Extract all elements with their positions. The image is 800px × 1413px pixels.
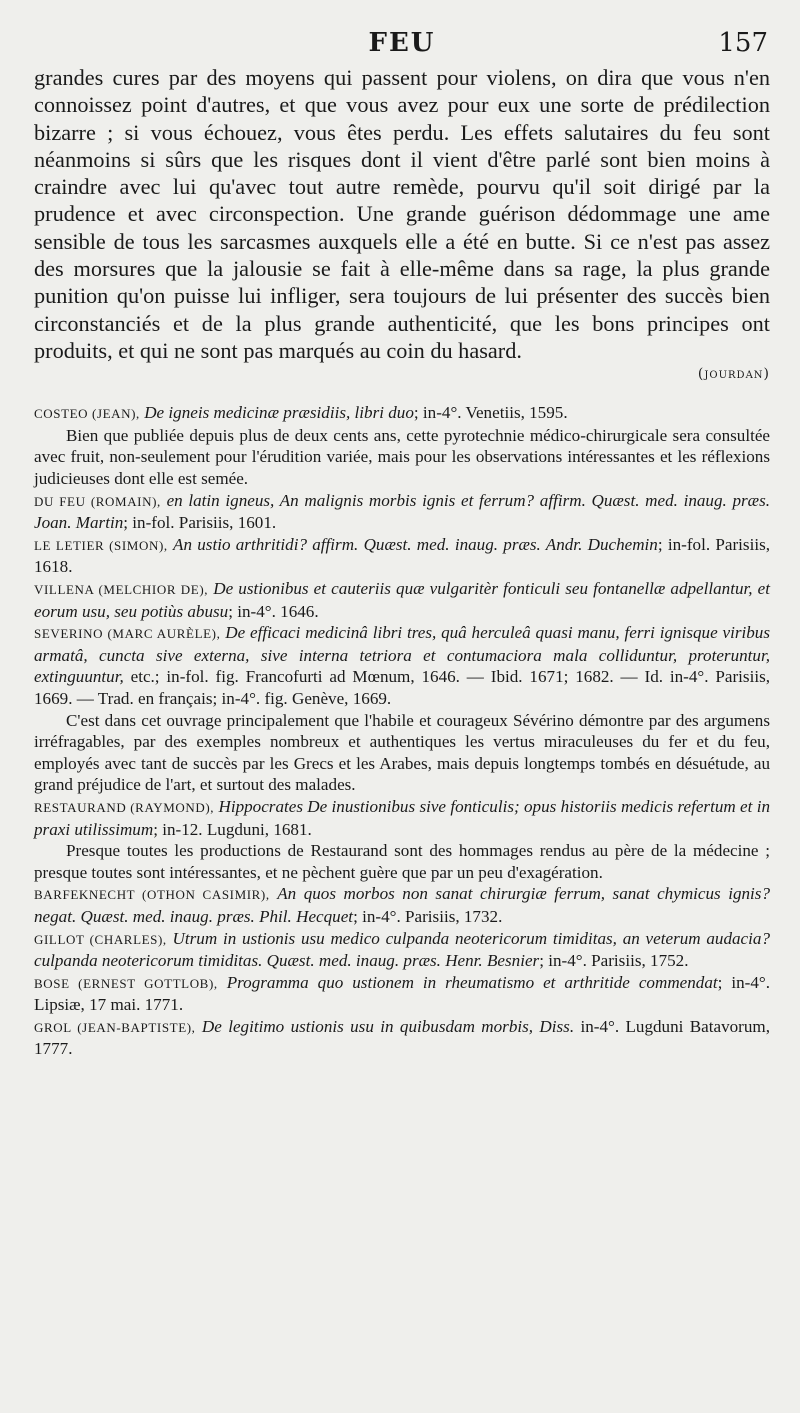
- bib-entry-restaurand: [34, 796, 770, 883]
- bibliography: [34, 402, 770, 1060]
- bib-details: ; in-4°. Lipsiæ, 17 mai. 1771.: [34, 972, 771, 1015]
- bib-author: DU FEU (ROMAIN),: [34, 493, 161, 509]
- bib-details: ; in-12. Lugduni, 1681.: [153, 819, 312, 839]
- bib-title: De efficaci medicinâ libri tres, quâ herculeâ quasi manu, ferri ignisque viribus armatâ, cuncta sive externa, sive interna tetriora et contumaciora mala colliduntur, proteruntur, extinguuntur,: [34, 623, 770, 687]
- bib-author: GROL (JEAN-BAPTISTE),: [34, 1019, 196, 1035]
- bib-author: VILLENA (MELCHIOR DE),: [34, 582, 209, 598]
- page-number: 157: [718, 28, 768, 58]
- bib-author: BOSE (ERNEST GOTTLOB),: [34, 975, 218, 991]
- bib-author: RESTAURAND (RAYMOND),: [34, 799, 215, 815]
- main-paragraph: grandes cures par des moyens qui passent pour violens, on dira que vous n'en connoissez point d'autres, et que vous avez pour eux une sorte de prédilection bizarre ; si vous échouez, vous êtes perdu. Les effets salutaires du feu sont néanmoins si sûrs que les risques dont il vient d'être parlé sont bien moins à craindre avec lui qu'avec tout autre remède, pourvu qu'il soit dirigé par la prudence et avec circonspection. Une grande guérison dédommage une ame sensible de tous les sarcasmes auxquels elle a été en butte. Si ce n'est pas assez des morsures que la jalousie se fait à elle-même dans sa rage, la plus grande punition qu'on puisse lui infliger, sera toujours de lui présenter des succès bien circonstanciés et de la plus grande authenticité, que les bons principes ont produits, et qui ne sont pas marqués au coin du hasard.: [34, 65, 770, 363]
- bib-title: De legitimo ustionis usu in quibusdam morbis, Diss.: [201, 1016, 575, 1036]
- bib-details: ; in-4°. Parisiis, 1752.: [539, 951, 689, 971]
- bib-entry-costeo: [34, 402, 770, 489]
- bib-title: An quos morbos non sanat chirurgiæ ferrum, sanat chymicus ignis? negat. Quæst. med. inaug. præs. Phil. Hecquet: [34, 884, 770, 926]
- bib-entry-barfeknecht: [34, 883, 770, 927]
- bib-entry-du-feu: [34, 490, 770, 534]
- bib-title: Programma quo ustionem in rheumatismo et arthritide commendat: [226, 972, 718, 992]
- bib-details: ; in-fol. Parisiis, 1601.: [123, 513, 277, 533]
- bib-details: etc.; in-fol. fig. Francofurti ad Mœnum, 1646. — Ibid. 1671; 1682. — Id. in-4°. Parisiis, 1669. — Trad. en français; in-4°. fig. Genève, 1669.: [34, 667, 770, 708]
- bib-details: ; in-4°. 1646.: [228, 601, 319, 621]
- bib-details: ; in-fol. Parisiis, 1618.: [34, 534, 770, 577]
- bib-details: ; in-4°. Venetiis, 1595.: [413, 403, 568, 423]
- author-signature: (jourdan): [697, 366, 770, 383]
- bib-details: ; in-4°. Parisiis, 1732.: [353, 906, 503, 926]
- bib-title: en latin igneus, An malignis morbis ignis et ferrum? affirm. Quæst. med. inaug. præs. Joan. Martin: [34, 490, 771, 533]
- page-header: [34, 28, 770, 64]
- bib-entry-grol: [34, 1016, 770, 1060]
- bib-comment: Presque toutes les productions de Restaurand sont des hommages rendus au père de la médecine ; presque toutes sont intéressantes, et ne pèchent guère que par un peu d'exagération.: [34, 841, 770, 882]
- bib-title: Hippocrates De inustionibus sive fonticulis; opus historiis medicis refertum et in praxi utilissimum: [34, 796, 770, 839]
- bib-author: BARFEKNECHT (OTHON CASIMIR),: [34, 887, 270, 903]
- bib-title: Utrum in ustionis usu medico culpanda neotericorum timiditas, an veterum audacia? culpanda neotericorum timiditas. Quæst. med. inaug. præs. Henr. Besnier: [34, 928, 770, 971]
- bib-comment: C'est dans cet ouvrage principalement que l'habile et courageux Sévérino démontre par des argumens irréfragables, par des exemples nombreux et authentiques les vertus miraculeuses du fer et du feu, employés avec tant de succès par les Grecs et les Arabes, mais depuis longtemps tombés en désuétude, au grand préjudice de l'art, et surtout des malades.: [34, 710, 770, 795]
- bib-author: SEVERINO (MARC AURÈLE),: [34, 626, 221, 642]
- bib-entry-bose: [34, 972, 770, 1016]
- running-title: FEU: [368, 28, 436, 58]
- bib-author: LE LETIER (SIMON),: [34, 537, 168, 553]
- bib-entry-severino: [34, 622, 770, 796]
- bib-author: COSTEO (JEAN),: [34, 406, 140, 422]
- bib-title: An ustio arthritidi? affirm. Quæst. med. inaug. præs. Andr. Duchemin: [173, 534, 658, 554]
- bib-entry-le-letier: [34, 534, 770, 578]
- bib-entry-villena: [34, 578, 770, 622]
- bib-comment: Bien que publiée depuis plus de deux cents ans, cette pyrotechnie médico-chirurgicale sera consultée avec fruit, non-seulement pour l'érudition variée, mais pour les observations intéressantes et les réflexions judicieuses dont elle est semée.: [34, 425, 770, 489]
- bib-author: GILLOT (CHARLES),: [34, 931, 167, 947]
- bib-title: De igneis medicinæ præsidiis, libri duo: [144, 403, 414, 423]
- bib-entry-gillot: [34, 928, 770, 972]
- bib-details: in-4°. Lugduni Batavorum, 1777.: [34, 1016, 770, 1059]
- bib-title: De ustionibus et cauteriis quæ vulgaritèr fonticuli seu fontanellæ adpellantur, et eorum usu, seu potiùs abusu: [34, 579, 770, 621]
